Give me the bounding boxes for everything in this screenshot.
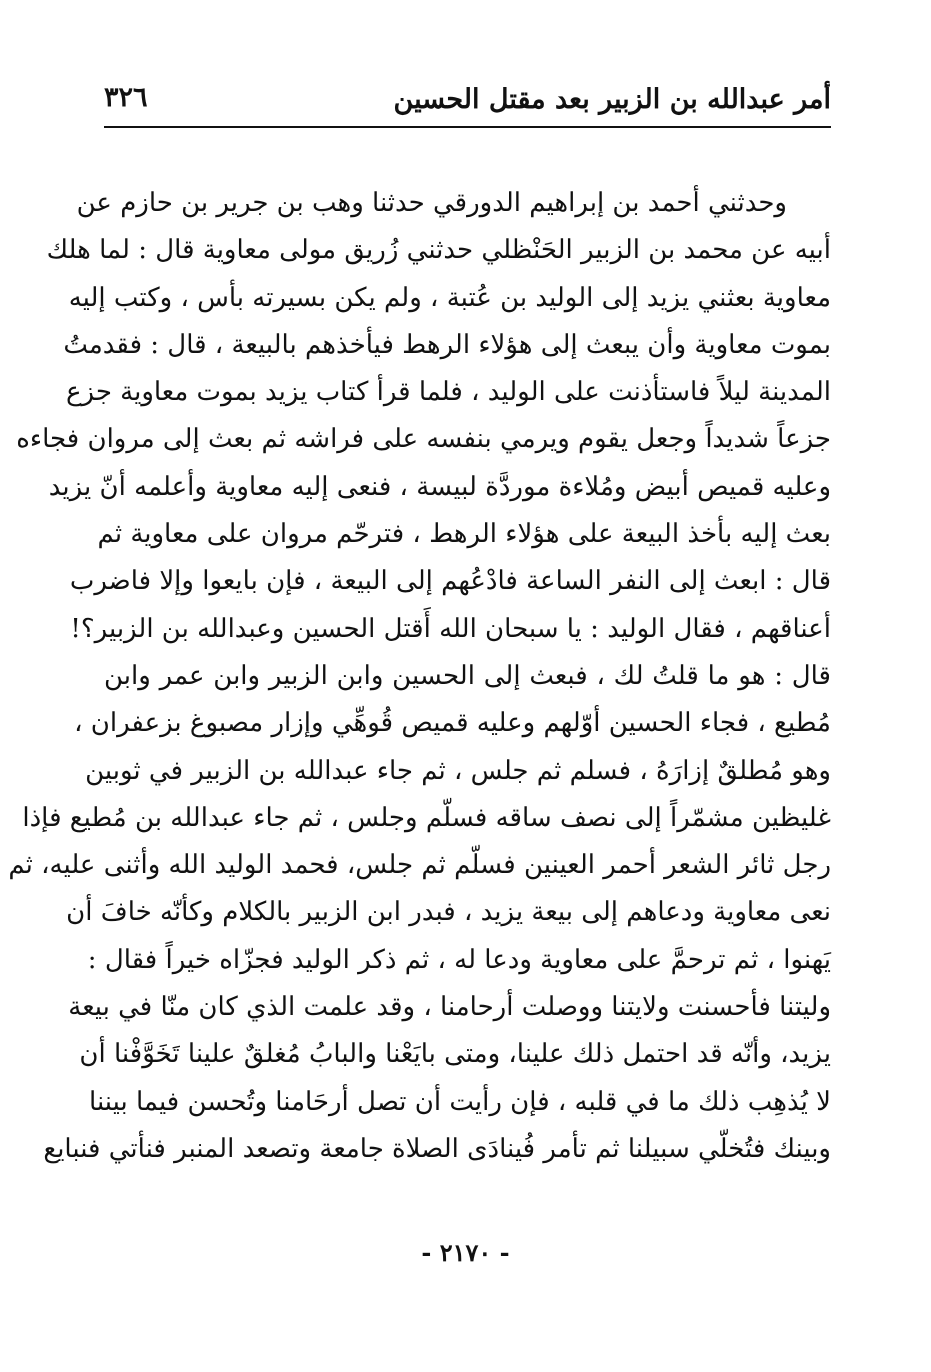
text-line: مُطيع ، فجاء الحسين أوّلهم وعليه قميص قُوهِّي وإزار مصبوغ بزعفران ،	[74, 708, 831, 739]
text-line: بموت معاوية وأن يبعث إلى هؤلاء الرهط فيأخذهم بالبيعة ، قال : فقدمتُ	[63, 329, 831, 360]
text-line: وهو مُطلقٌ إزارَهُ ، فسلم ثم جلس ، ثم جاء عبدالله بن الزبير في ثوبين	[85, 755, 831, 786]
text-line: معاوية بعثني يزيد إلى الوليد بن عُتبة ، ولم يكن بسيرته بأس ، وكتب إليه	[68, 282, 831, 313]
text-line: وحدثني أحمد بن إبراهيم الدورقي حدثنا وهب بن جرير بن حازم عن	[76, 188, 787, 218]
text-line: وبينك فتُخلّي سبيلنا ثم تأمر فُينادَى الصلاة جامعة وتصعد المنبر فنأتي فنبايع	[43, 1133, 831, 1164]
text-line: وليتنا فأحسنت ولايتنا ووصلت أرحامنا ، وقد علمت الذي كان منّا في بيعة	[68, 992, 831, 1023]
text-line: وعليه قميص أبيض ومُلاءة موردَّة لبيسة ، فنعى إليه معاوية وأعلمه أنّ يزيد	[48, 471, 831, 502]
chapter-title: أمر عبدالله بن الزبير بعد مقتل الحسين	[393, 84, 831, 115]
text-line: لا يُذهِب ذلك ما في قلبه ، فإن رأيت أن تصل أرحَامنا وتُحسن فيما بيننا	[89, 1086, 831, 1117]
text-line: نعى معاوية ودعاهم إلى بيعة يزيد ، فبدر ابن الزبير بالكلام وكأنّه خافَ أن	[66, 897, 831, 928]
text-line: المدينة ليلاً فاستأذنت على الوليد ، فلما قرأ كتاب يزيد بموت معاوية جزع	[65, 377, 831, 408]
running-header	[104, 78, 831, 122]
text-line: أبيه عن محمد بن الزبير الحَنْظلي حدثني زُريق مولى معاوية قال : لما هلك	[46, 235, 831, 266]
text-line: قال : ابعث إلى النفر الساعة فادْعُهم إلى البيعة ، فإن بايعوا وإلا فاضرب	[69, 566, 831, 597]
text-line: جزعاً شديداً وجعل يقوم ويرمي بنفسه على فراشه ثم بعث إلى مروان فجاءه	[16, 424, 831, 455]
body-text	[8, 180, 831, 1173]
text-line: غليظين مشمّراً إلى نصف ساقه فسلّم وجلس ، ثم جاء عبدالله بن مُطيع فإذا	[22, 802, 831, 833]
footer-page-number: - ٢١٧٠ -	[421, 1238, 510, 1267]
text-line: يزيد، وأنّه قد احتمل ذلك علينا، ومتى بايَعْنا والبابُ مُغلقٌ علينا تَخَوَّفْنا أن	[79, 1039, 831, 1070]
text-line: أعناقهم ، فقال الوليد : يا سبحان الله أَقتل الحسين وعبدالله بن الزبير؟!	[70, 613, 831, 644]
text-line: بعث إليه بأخذ البيعة على هؤلاء الرهط ، فترحّم مروان على معاوية ثم	[97, 519, 831, 550]
text-line: رجل ثائر الشعر أحمر العينين فسلّم ثم جلس، فحمد الوليد الله وأثنى عليه، ثم	[8, 850, 831, 881]
text-line: قال : هو ما قلتُ لك ، فبعث إلى الحسين وابن الزبير وابن عمر وابن	[104, 660, 831, 691]
page-number: ٣٢٦	[104, 82, 148, 113]
header-divider	[104, 126, 831, 128]
text-line: يَهنوا ، ثم ترحمَّ على معاوية ودعا له ، ثم ذكر الوليد فجزّاه خيراً فقال :	[87, 944, 831, 975]
